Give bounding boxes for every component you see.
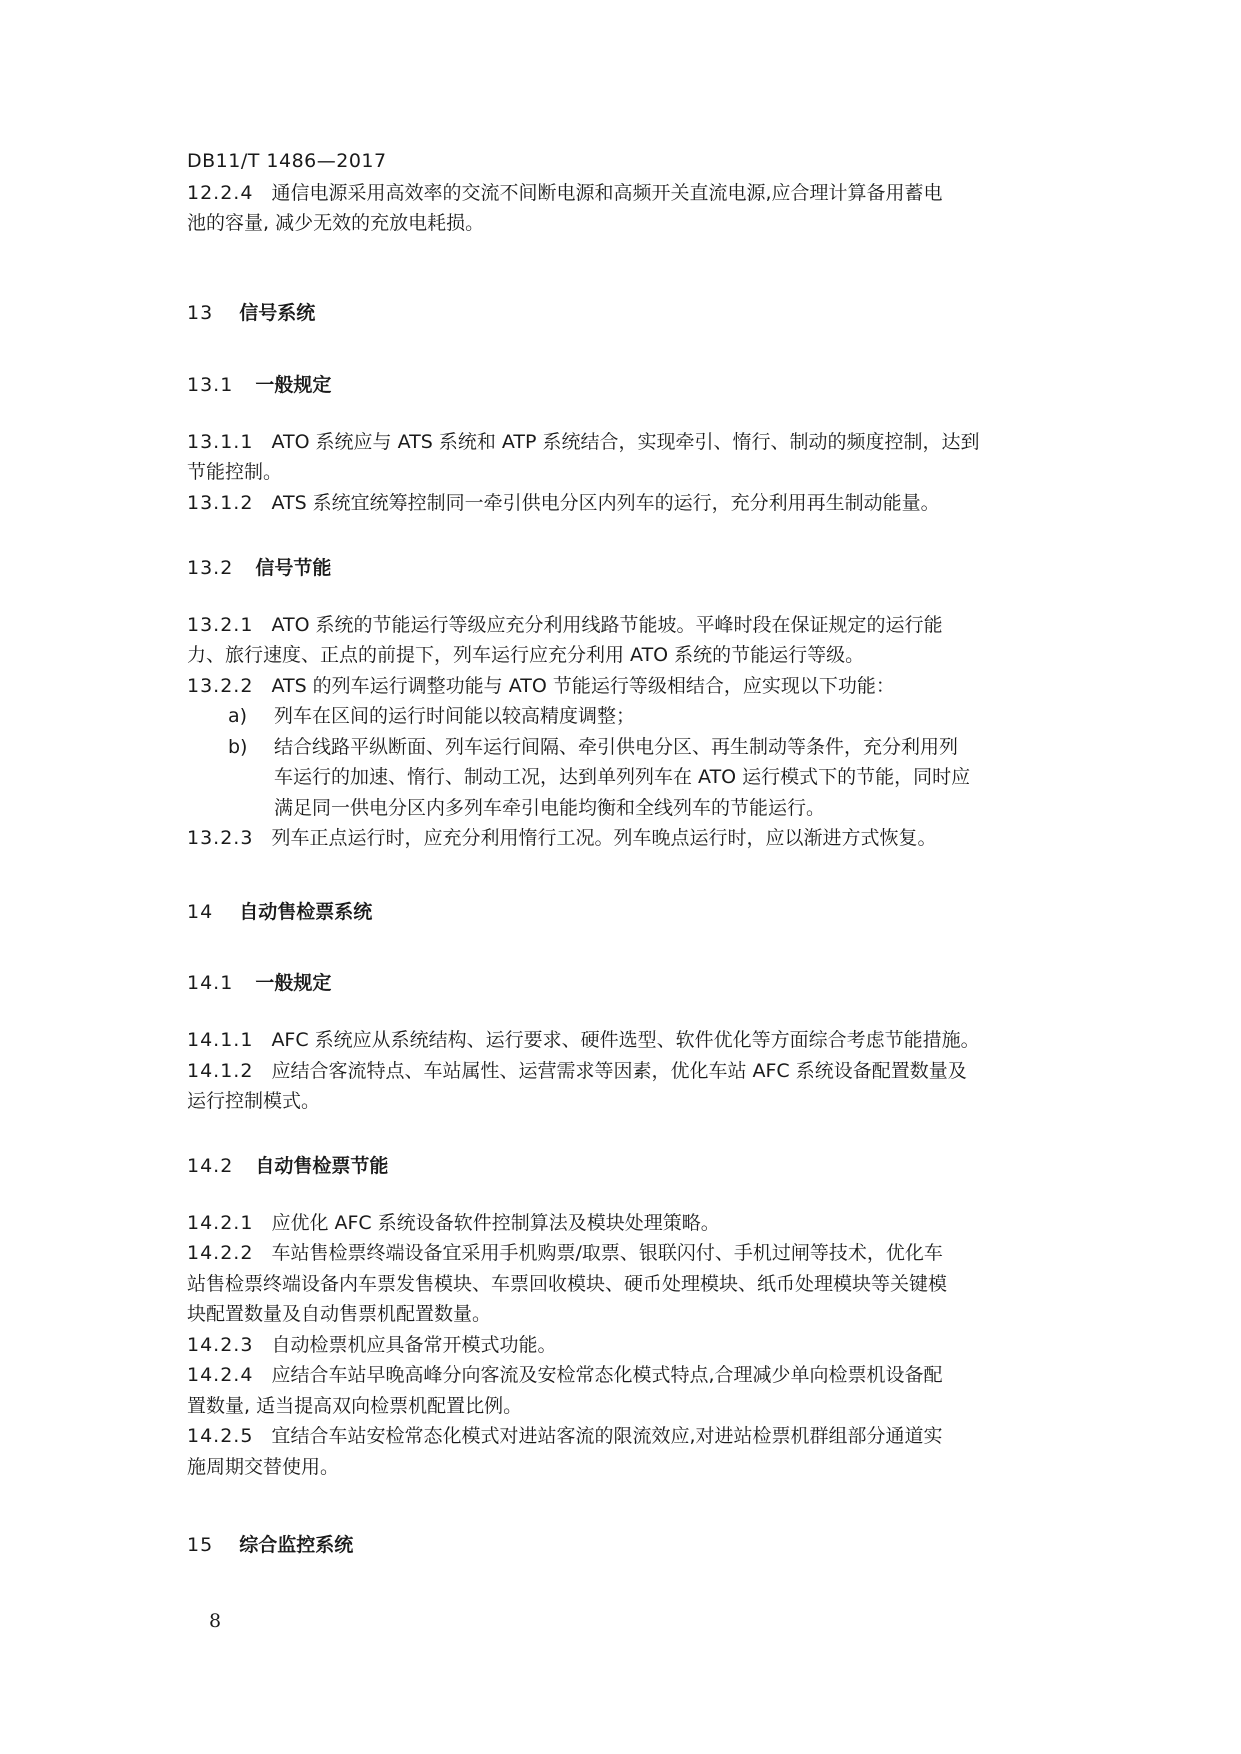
clause-14-1-1: 14.1.1 AFC 系统应从系统结构、运行要求、硬件选型、软件优化等方面综合考虑节能措施。: [187, 1029, 980, 1051]
clause-14-2-4: 14.2.4 应结合车站早晚高峰分向客流及安检常态化模式特点,合理减少单向检票机设备配: [187, 1364, 943, 1386]
clause-14-2-1: 14.2.1 应优化 AFC 系统设备软件控制算法及模块处理策略。: [187, 1212, 720, 1234]
list-item-b-cont-2: 满足同一供电分区内多列车牵引电能均衡和全线列车的节能运行。: [274, 797, 826, 819]
document-id: DB11/T 1486—2017: [187, 150, 387, 172]
clause-14-1-2-cont: 运行控制模式。: [187, 1090, 321, 1112]
section-14-2-heading: 14.2 自动售检票节能: [187, 1155, 389, 1177]
clause-13-1-2: 13.1.2 ATS 系统宜统筹控制同一牵引供电分区内列车的运行，充分利用再生制动能量。: [187, 492, 940, 514]
section-14-heading: 14 自动售检票系统: [187, 901, 373, 923]
clause-14-2-5: 14.2.5 宜结合车站安检常态化模式对进站客流的限流效应,对进站检票机群组部分通道实: [187, 1425, 943, 1447]
clause-14-2-2-cont-2: 块配置数量及自动售票机配置数量。: [187, 1303, 492, 1325]
list-item-a: a) 列车在区间的运行时间能以较高精度调整；: [228, 705, 636, 727]
section-13-heading: 13 信号系统: [187, 302, 316, 324]
clause-13-2-1: 13.2.1 ATO 系统的节能运行等级应充分利用线路节能坡。平峰时段在保证规定的运行能: [187, 614, 943, 636]
section-13-1-heading: 13.1 一般规定: [187, 374, 332, 396]
clause-text: 通信电源采用高效率的交流不间断电源和高频开关直流电源,应合理计算备用蓄电: [271, 182, 943, 204]
clause-14-2-4-cont: 置数量, 适当提高双向检票机配置比例。: [187, 1395, 523, 1417]
clause-13-1-1: 13.1.1 ATO 系统应与 ATS 系统和 ATP 系统结合，实现牵引、惰行、制动的频度控制，达到: [187, 431, 980, 453]
page-number: 8: [209, 1610, 222, 1632]
clause-14-2-3: 14.2.3 自动检票机应具备常开模式功能。: [187, 1334, 557, 1356]
section-15-heading: 15 综合监控系统: [187, 1534, 354, 1556]
clause-number: 12.2.4: [187, 182, 254, 204]
section-14-1-heading: 14.1 一般规定: [187, 972, 332, 994]
clause-14-2-5-cont: 施周期交替使用。: [187, 1456, 340, 1478]
clause-13-2-3: 13.2.3 列车正点运行时，应充分利用惰行工况。列车晚点运行时，应以渐进方式恢复。: [187, 827, 937, 849]
clause-14-2-2-cont-1: 站售检票终端设备内车票发售模块、车票回收模块、硬币处理模块、纸币处理模块等关键模: [187, 1273, 948, 1295]
list-item-b: b) 结合线路平纵断面、列车运行间隔、牵引供电分区、再生制动等条件，充分利用列: [228, 736, 959, 758]
list-item-b-cont-1: 车运行的加速、惰行、制动工况，达到单列列车在 ATO 运行模式下的节能，同时应: [274, 766, 971, 788]
clause-13-1-1-cont: 节能控制。: [187, 461, 283, 483]
clause-13-2-1-cont: 力、旅行速度、正点的前提下，列车运行应充分利用 ATO 系统的节能运行等级。: [187, 644, 865, 666]
clause-14-1-2: 14.1.2 应结合客流特点、车站属性、运营需求等因素，优化车站 AFC 系统设备配置数量及: [187, 1060, 967, 1082]
clause-14-2-2: 14.2.2 车站售检票终端设备宜采用手机购票/取票、银联闪付、手机过闸等技术，优化车: [187, 1242, 943, 1264]
clause-13-2-2: 13.2.2 ATS 的列车运行调整功能与 ATO 节能运行等级相结合，应实现以下功能：: [187, 675, 895, 697]
clause-12-2-4: [187, 178, 942, 208]
section-13-2-heading: 13.2 信号节能: [187, 557, 332, 579]
clause-12-2-4-cont: 池的容量, 减少无效的充放电耗损。: [187, 212, 485, 234]
